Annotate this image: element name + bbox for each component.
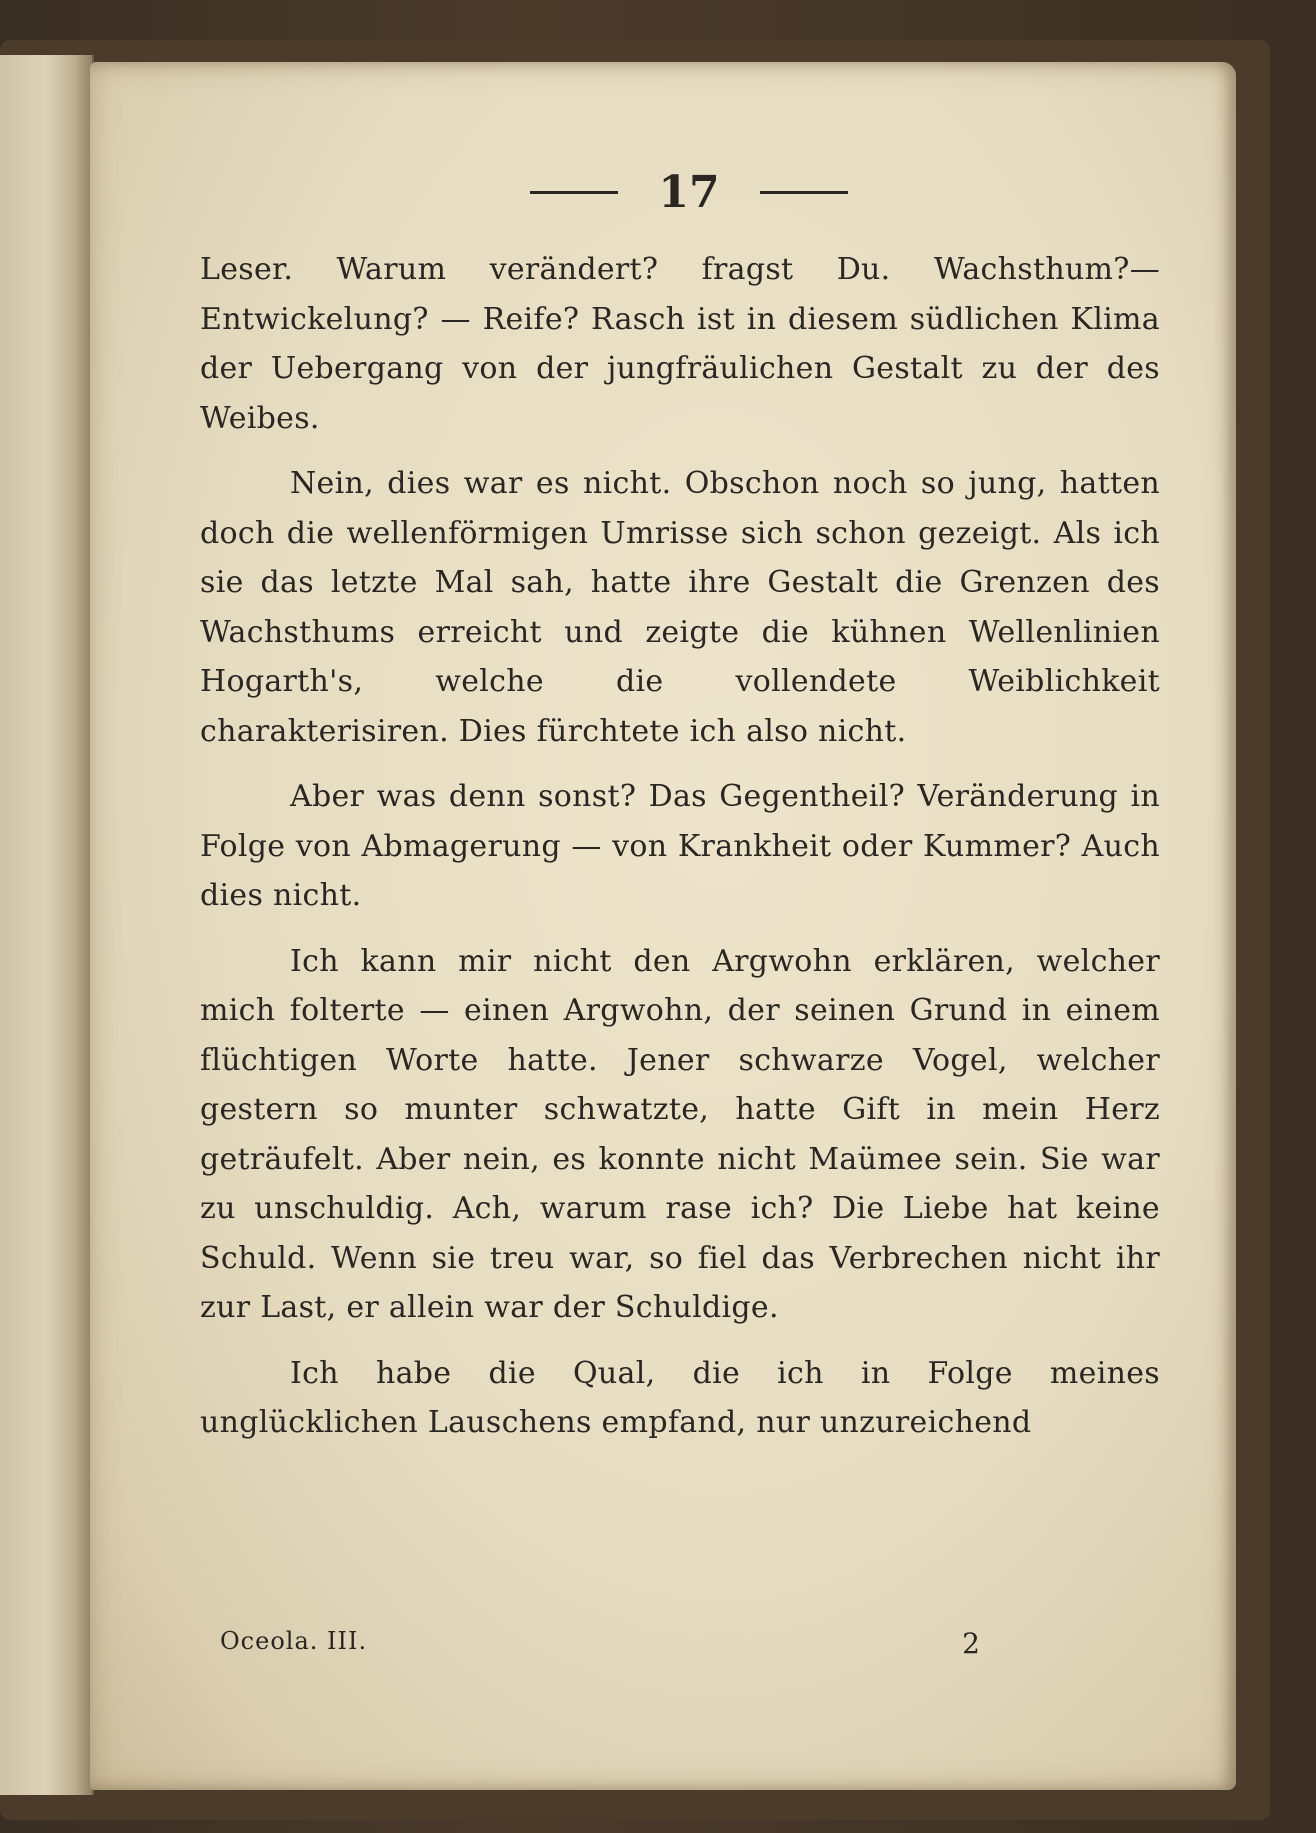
page-number: 17	[658, 166, 720, 218]
page-header	[218, 147, 1160, 237]
page-content	[200, 147, 1160, 1464]
paragraph-3: Aber was denn sonst? Das Gegentheil? Veränderung in Folge von Abmagerung — von Krankheit oder Kummer? Auch dies nicht.	[200, 779, 1160, 913]
paragraph-4: Ich kann mir nicht den Argwohn erklären, welcher mich folterte — einen Argwohn, der seinen Grund in einem flüchtigen Worte hatte. Jener schwarze Vogel, welcher gestern so munter schwatzte, hatte Gift in mein Herz geträufelt. Aber nein, es konnte nicht Maümee sein. Sie war zu unschuldig. Ach, warum rase ich? Die Liebe hat keine Schuld. Wenn sie treu war, so fiel das Verbrechen nicht ihr zur Last, er allein war der Schuldige.	[200, 943, 1160, 1325]
paragraph-2: Nein, dies war es nicht. Obschon noch so jung, hatten doch die wellenförmigen Umrisse sich schon gezeigt. Als ich sie das letzte Mal sah, hatte ihre Gestalt die Grenzen des Wachsthums erreicht und zeigte die kühnen Wellenlinien Hogarth's, welche die vollendete Weiblichkeit charakterisiren. Dies fürchtete ich also nicht.	[200, 466, 1160, 749]
paragraph-5: Ich habe die Qual, die ich in Folge meines unglücklichen Lauschens empfand, nur unzureichend	[200, 1355, 1160, 1440]
book-page	[90, 62, 1236, 1790]
left-page-edge	[0, 55, 94, 1795]
header-rule-right	[760, 191, 848, 194]
header-rule-left	[530, 191, 618, 194]
sheet-number: 2	[962, 1627, 980, 1660]
paragraph-1: Leser. Warum verändert? fragst Du. Wachsthum?— Entwickelung? — Reife? Rasch ist in diesem südlichen Klima der Uebergang von der jungfräulichen Gestalt zu der des Weibes.	[200, 252, 1160, 436]
printer-signature: Oceola. III.	[220, 1627, 368, 1655]
page-footer	[220, 1627, 980, 1660]
